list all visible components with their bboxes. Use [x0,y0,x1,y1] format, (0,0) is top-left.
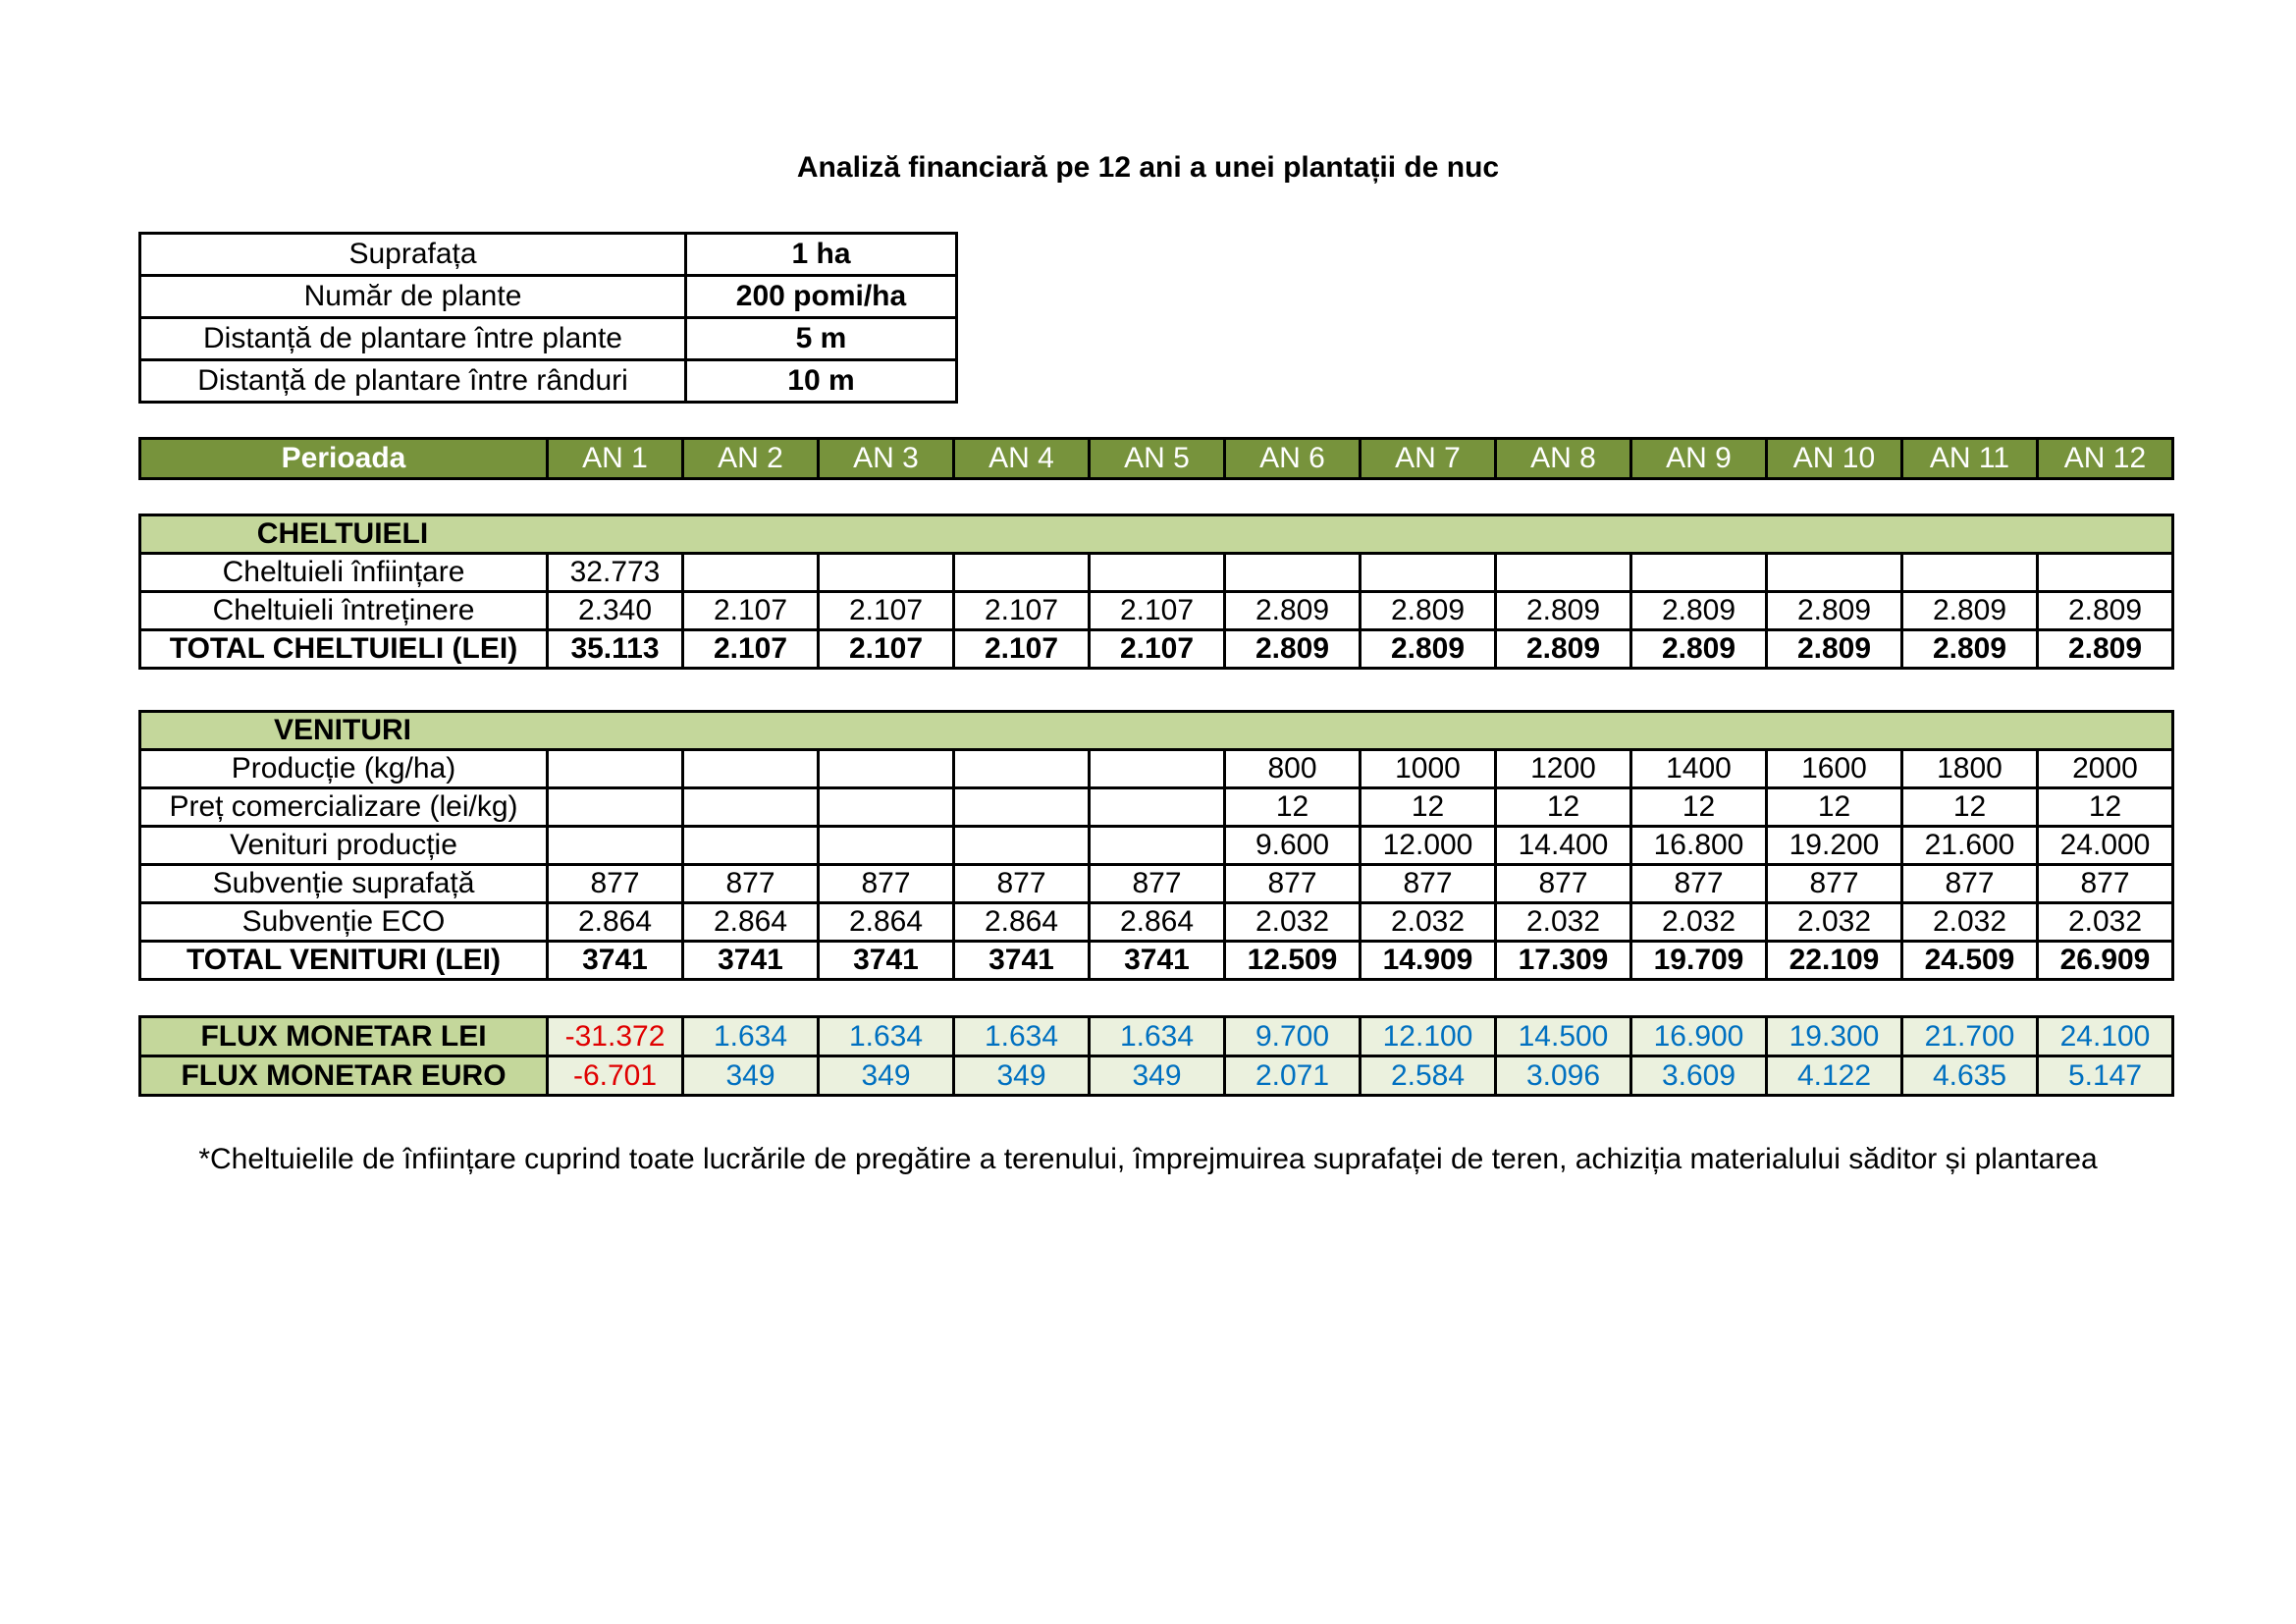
value-cell [683,827,819,865]
value-cell: 877 [548,865,683,903]
value-cell [683,788,819,827]
value-cell: 3741 [683,942,819,980]
period-header-table [138,437,2174,480]
value-cell [954,788,1090,827]
value-cell: 35.113 [548,630,683,669]
parameter-value: 5 m [686,318,957,360]
value-cell: 877 [1090,865,1225,903]
section-heading [140,712,2173,750]
value-cell [954,750,1090,788]
value-cell [819,750,954,788]
parameter-value: 10 m [686,360,957,403]
value-cell: 877 [1902,865,2038,903]
cash-flow-value: 3.609 [1631,1056,1767,1096]
value-cell [548,750,683,788]
value-cell: 24.000 [2038,827,2173,865]
year-header: AN 8 [1496,439,1631,479]
value-cell: 877 [954,865,1090,903]
value-cell [683,750,819,788]
parameter-label: Distanță de plantare între rânduri [140,360,686,403]
year-header: AN 1 [548,439,683,479]
value-cell: 877 [1225,865,1361,903]
row-label: Cheltuieli înființare [140,554,548,592]
cash-flow-label: FLUX MONETAR LEI [140,1017,548,1056]
value-cell [2038,554,2173,592]
year-header: AN 11 [1902,439,2038,479]
cash-flow-value: 4.635 [1902,1056,2038,1096]
cash-flow-row [140,1056,2173,1096]
parameter-value: 1 ha [686,234,957,276]
row-label: Subvenție suprafață [140,865,548,903]
cash-flow-value: 12.100 [1361,1017,1496,1056]
value-cell: 17.309 [1496,942,1631,980]
value-cell: 2.107 [1090,630,1225,669]
parameter-row [140,276,957,318]
value-cell: 2.032 [1361,903,1496,942]
cash-flow-value: 1.634 [1090,1017,1225,1056]
parameter-label: Distanță de plantare între plante [140,318,686,360]
value-cell [1090,750,1225,788]
value-cell: 2.809 [1496,630,1631,669]
year-header: AN 5 [1090,439,1225,479]
page-title: Analiză financiară pe 12 ani a unei plantații de nuc [796,151,1500,184]
value-cell: 12 [1767,788,1902,827]
parameter-label: Suprafața [140,234,686,276]
value-cell: 2.107 [683,630,819,669]
value-cell: 19.709 [1631,942,1767,980]
value-cell: 12 [1902,788,2038,827]
cash-flow-value: 14.500 [1496,1017,1631,1056]
table-row [140,750,2173,788]
section-heading [140,515,2173,554]
value-cell [1090,788,1225,827]
cash-flow-value: 349 [954,1056,1090,1096]
value-cell: 2.032 [1225,903,1361,942]
value-cell: 2.809 [1902,592,2038,630]
year-header: AN 9 [1631,439,1767,479]
value-cell: 2.809 [1767,630,1902,669]
value-cell [1225,554,1361,592]
year-header: AN 4 [954,439,1090,479]
cash-flow-value: 19.300 [1767,1017,1902,1056]
value-cell: 14.400 [1496,827,1631,865]
value-cell: 1400 [1631,750,1767,788]
value-cell [1496,554,1631,592]
cash-flow-value: 24.100 [2038,1017,2173,1056]
cash-flow-value: 3.096 [1496,1056,1631,1096]
table-row [140,865,2173,903]
value-cell: 2.809 [1361,592,1496,630]
value-cell: 2.864 [954,903,1090,942]
value-cell: 22.109 [1767,942,1902,980]
parameter-label: Număr de plante [140,276,686,318]
value-cell: 2.032 [1767,903,1902,942]
value-cell: 3741 [819,942,954,980]
section-heading-text: VENITURI [273,714,411,746]
value-cell: 16.800 [1631,827,1767,865]
value-cell [819,827,954,865]
value-cell: 2.809 [1496,592,1631,630]
cash-flow-value: 9.700 [1225,1017,1361,1056]
value-cell: 2.107 [954,592,1090,630]
total-row [140,630,2173,669]
table-row [140,788,2173,827]
cash-flow-value: 5.147 [2038,1056,2173,1096]
table-row [140,903,2173,942]
cash-flow-value: 21.700 [1902,1017,2038,1056]
value-cell: 2000 [2038,750,2173,788]
value-cell: 12 [1631,788,1767,827]
cash-flow-value: 1.634 [683,1017,819,1056]
table-row [140,827,2173,865]
value-cell [683,554,819,592]
value-cell: 2.809 [1631,630,1767,669]
year-header: AN 12 [2038,439,2173,479]
value-cell [548,827,683,865]
value-cell: 2.809 [1361,630,1496,669]
value-cell: 12 [1225,788,1361,827]
table-row [140,554,2173,592]
cash-flow-value: 349 [819,1056,954,1096]
cash-flow-value: 1.634 [819,1017,954,1056]
value-cell: 2.107 [954,630,1090,669]
value-cell: 2.032 [1496,903,1631,942]
value-cell: 2.107 [819,592,954,630]
value-cell: 2.107 [683,592,819,630]
table-row [140,592,2173,630]
value-cell: 1200 [1496,750,1631,788]
value-cell: 14.909 [1361,942,1496,980]
value-cell [1631,554,1767,592]
value-cell: 2.032 [1902,903,2038,942]
parameter-row [140,234,957,276]
value-cell: 12 [1361,788,1496,827]
cash-flow-value: 1.634 [954,1017,1090,1056]
cash-flow-value: 349 [683,1056,819,1096]
expenses-heading-row [140,515,2173,554]
year-header: AN 2 [683,439,819,479]
revenues-table [138,710,2174,981]
parameter-row [140,360,957,403]
value-cell: 12 [1496,788,1631,827]
parameter-row [140,318,957,360]
value-cell: 877 [1631,865,1767,903]
value-cell [819,554,954,592]
value-cell [1090,554,1225,592]
value-cell: 800 [1225,750,1361,788]
value-cell: 877 [2038,865,2173,903]
value-cell: 9.600 [1225,827,1361,865]
value-cell: 3741 [954,942,1090,980]
cash-flow-row [140,1017,2173,1056]
value-cell: 877 [683,865,819,903]
value-cell: 2.032 [1631,903,1767,942]
value-cell: 877 [1496,865,1631,903]
value-cell: 2.809 [1225,630,1361,669]
year-header: AN 10 [1767,439,1902,479]
value-cell [1361,554,1496,592]
section-heading-text: CHELTUIELI [256,517,429,550]
value-cell: 2.107 [1090,592,1225,630]
row-label: TOTAL CHELTUIELI (LEI) [140,630,548,669]
value-cell: 1800 [1902,750,2038,788]
cash-flow-value: 349 [1090,1056,1225,1096]
value-cell: 26.909 [2038,942,2173,980]
parameter-value: 200 pomi/ha [686,276,957,318]
value-cell: 2.809 [1225,592,1361,630]
year-header: AN 3 [819,439,954,479]
row-label: Venituri producție [140,827,548,865]
year-header: AN 6 [1225,439,1361,479]
footnote: *Cheltuielile de înființare cuprind toate lucrările de pregătire a terenului, împrejmuirea suprafaței de teren, achiziția materialului săditor și plantarea [198,1143,2098,1175]
value-cell: 877 [819,865,954,903]
revenues-heading-row [140,712,2173,750]
row-label: TOTAL VENITURI (LEI) [140,942,548,980]
value-cell: 24.509 [1902,942,2038,980]
value-cell: 2.032 [2038,903,2173,942]
parameters-table [138,232,958,404]
period-label: Perioada [140,439,548,479]
cash-flow-label: FLUX MONETAR EURO [140,1056,548,1096]
value-cell: 2.809 [1767,592,1902,630]
row-label: Producție (kg/ha) [140,750,548,788]
value-cell: 2.864 [548,903,683,942]
value-cell [1767,554,1902,592]
value-cell: 2.809 [1902,630,2038,669]
expenses-table [138,514,2174,670]
value-cell: 2.809 [2038,592,2173,630]
value-cell: 2.864 [1090,903,1225,942]
year-header: AN 7 [1361,439,1496,479]
cash-flow-value: 2.584 [1361,1056,1496,1096]
value-cell: 2.864 [683,903,819,942]
cash-flow-value: -6.701 [548,1056,683,1096]
value-cell: 19.200 [1767,827,1902,865]
value-cell: 2.809 [1631,592,1767,630]
value-cell: 32.773 [548,554,683,592]
value-cell: 12 [2038,788,2173,827]
value-cell: 1000 [1361,750,1496,788]
value-cell [954,554,1090,592]
period-row [140,439,2173,479]
row-label: Subvenție ECO [140,903,548,942]
cash-flow-value: 16.900 [1631,1017,1767,1056]
value-cell: 3741 [548,942,683,980]
value-cell: 877 [1361,865,1496,903]
value-cell [1090,827,1225,865]
value-cell [819,788,954,827]
total-row [140,942,2173,980]
value-cell: 2.809 [2038,630,2173,669]
row-label: Preț comercializare (lei/kg) [140,788,548,827]
cash-flow-value: 2.071 [1225,1056,1361,1096]
cash-flow-value: -31.372 [548,1017,683,1056]
value-cell [954,827,1090,865]
value-cell: 21.600 [1902,827,2038,865]
value-cell: 1600 [1767,750,1902,788]
value-cell: 2.340 [548,592,683,630]
value-cell [548,788,683,827]
value-cell: 12.000 [1361,827,1496,865]
value-cell: 3741 [1090,942,1225,980]
value-cell: 12.509 [1225,942,1361,980]
cash-flow-value: 4.122 [1767,1056,1902,1096]
cash-flow-table [138,1015,2174,1097]
value-cell: 877 [1767,865,1902,903]
value-cell: 2.107 [819,630,954,669]
row-label: Cheltuieli întreținere [140,592,548,630]
value-cell: 2.864 [819,903,954,942]
value-cell [1902,554,2038,592]
